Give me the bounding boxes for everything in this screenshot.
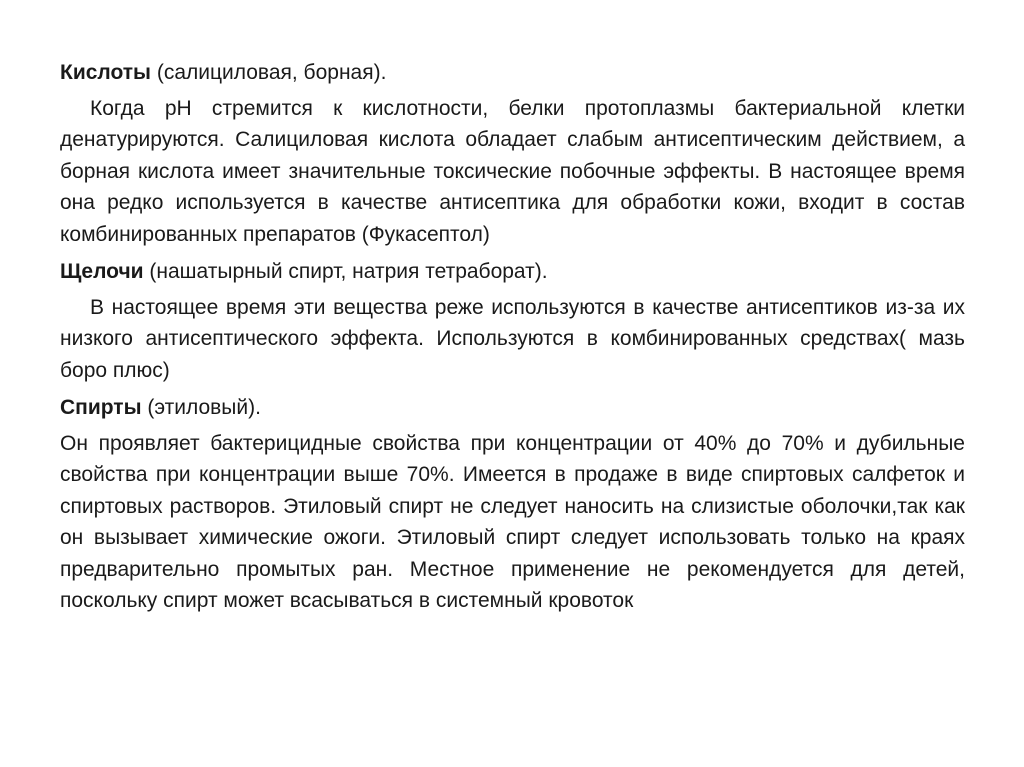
- slide-content: [60, 55, 965, 623]
- section-text-alkalis: В настоящее время эти вещества реже используются в качестве антисептиков из-за их низкого антисептического эффекта. Используются в комбинированных средствах( мазь боро плюс): [60, 295, 965, 382]
- section-detail-alkalis: (нашатырный спирт, натрия тетраборат).: [143, 260, 548, 283]
- section-text-alcohols: Он проявляет бактерицидные свойства при концентрации от 40% до 70% и дубильные свойства при концентрации выше 70%. Имеется в продаже в виде спиртовых салфеток и спиртовых растворов. Этиловый спирт не следует наносить на слизистые оболочки,так как он вызывает химические ожоги. Этиловый спирт следует использовать только на краях предварительно промытых ран. Местное применение не рекомендуется для детей, поскольку спирт может всасываться в системный кровоток: [60, 431, 965, 612]
- section-heading-alkalis: [60, 256, 965, 288]
- section-term-alkalis: Щелочи: [60, 260, 144, 283]
- section-detail-acids: (салициловая, борная).: [151, 61, 387, 84]
- section-term-acids: Кислоты: [60, 61, 151, 84]
- section-text-acids: Когда pH стремится к кислотности, белки протоплазмы бактериальной клетки денатурируются. Салициловая кислота обладает слабым антисептическим действием, а борная кислота имеет значительные токсические побочные эффекты. В настоящее время она редко используется в качестве антисептика для обработки кожи, входит в состав комбинированных препаратов (Фукасептол): [60, 96, 965, 246]
- section-heading-alcohols: [60, 392, 965, 424]
- section-term-alcohols: Спирты: [60, 396, 142, 419]
- section-detail-alcohols: (этиловый).: [141, 396, 261, 419]
- section-heading-acids: [60, 57, 965, 89]
